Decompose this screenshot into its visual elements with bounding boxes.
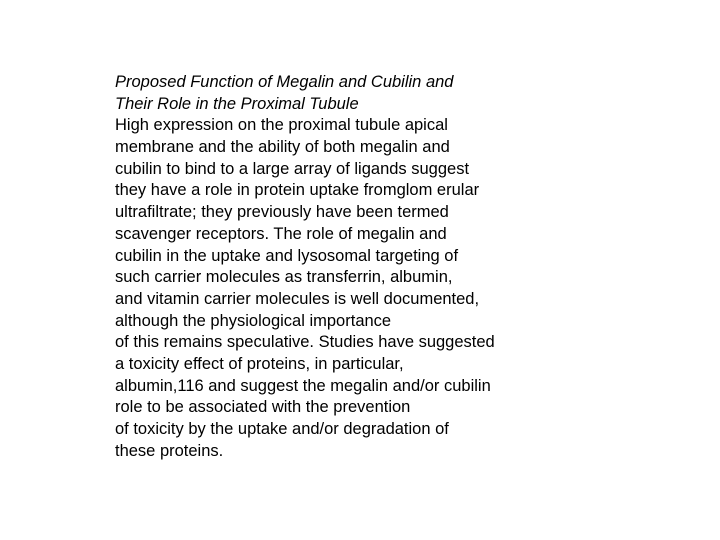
document-text-block xyxy=(115,72,715,462)
body-line-6: scavenger receptors. The role of megalin and xyxy=(115,224,447,243)
body-line-16: these proteins. xyxy=(115,441,224,460)
body-line-9: and vitamin carrier molecules is well documented, xyxy=(115,289,480,308)
body-line-14: role to be associated with the prevention xyxy=(115,398,411,417)
body-line-12: a toxicity effect of proteins, in particular, xyxy=(115,354,404,373)
body-line-11: of this remains speculative. Studies have suggested xyxy=(115,333,495,352)
body-line-8: such carrier molecules as transferrin, albumin, xyxy=(115,268,453,287)
body-line-5: ultrafiltrate; they previously have been termed xyxy=(115,203,449,222)
body-line-1: High expression on the proximal tubule apical xyxy=(115,116,448,135)
title-line-2: Their Role in the Proximal Tubule xyxy=(115,94,359,113)
body-line-2: membrane and the ability of both megalin and xyxy=(115,138,450,157)
body-line-10: although the physiological importance xyxy=(115,311,392,330)
body-line-3: cubilin to bind to a large array of ligands suggest xyxy=(115,159,470,178)
title-line-1: Proposed Function of Megalin and Cubilin and xyxy=(115,73,454,91)
body-line-15: of toxicity by the uptake and/or degradation of xyxy=(115,420,449,438)
body-line-4: they have a role in protein uptake fromglom erular xyxy=(115,181,480,200)
body-line-7: cubilin in the uptake and lysosomal targeting of xyxy=(115,246,459,265)
body-line-13: albumin,116 and suggest the megalin and/or cubilin xyxy=(115,376,491,395)
